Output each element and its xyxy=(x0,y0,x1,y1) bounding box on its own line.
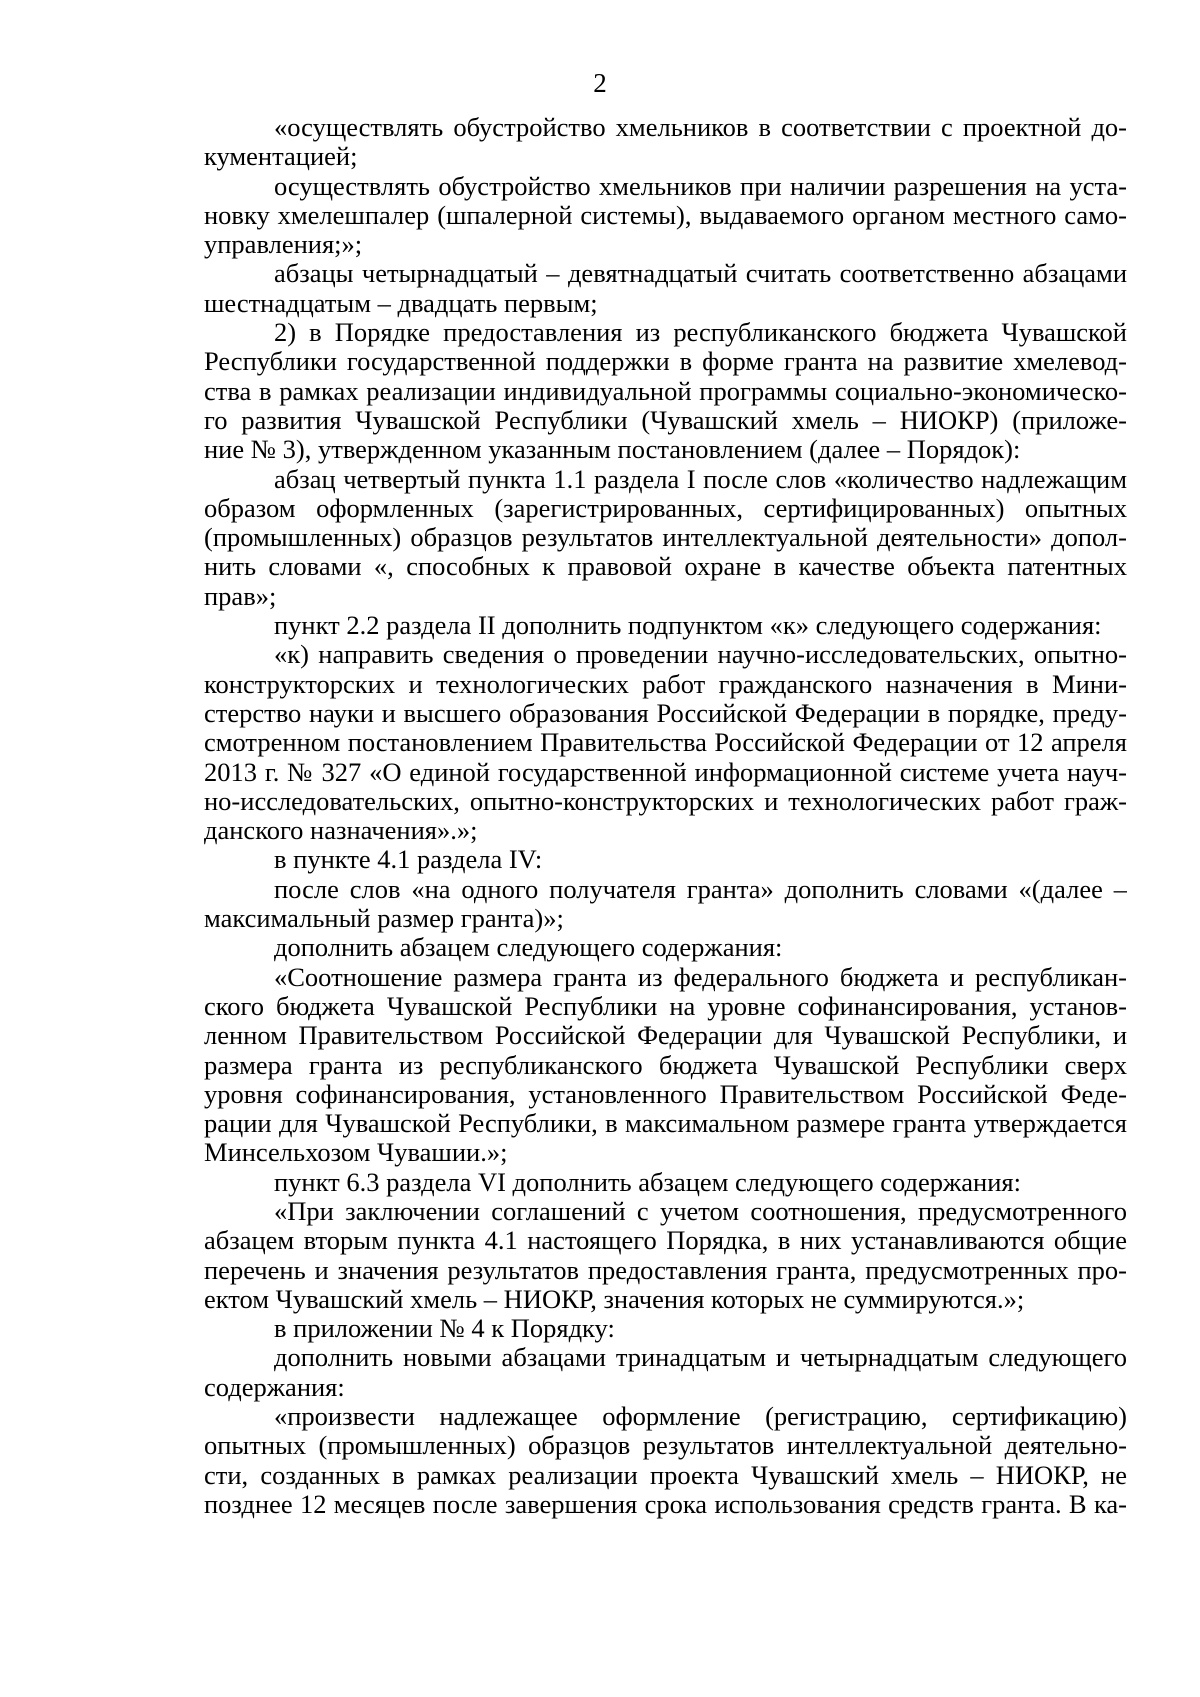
text-line: Республики государственной поддержки в форме гранта на развитие хмелевод- xyxy=(204,347,1127,377)
text-line: данского назначения».»; xyxy=(204,816,478,846)
text-line: «к) направить сведения о проведении научно-исследовательских, опытно- xyxy=(274,640,1127,670)
text-line: го развития Чувашской Республики (Чувашский хмель – НИОКР) (приложе- xyxy=(204,405,1127,435)
text-line: 2) в Порядке предоставления из республиканского бюджета Чувашской xyxy=(274,318,1127,348)
text-line: содержания: xyxy=(204,1372,345,1402)
text-line: ства в рамках реализации индивидуальной программы социально-экономическо- xyxy=(204,376,1127,406)
text-line: Минсельхозом Чувашии.»; xyxy=(204,1138,508,1168)
text-line: опытных (промышленных) образцов результатов интеллектуальной деятельно- xyxy=(204,1431,1127,1461)
text-line: дополнить новыми абзацами тринадцатым и четырнадцатым следующего xyxy=(274,1343,1127,1373)
text-line: в пункте 4.1 раздела IV: xyxy=(274,845,543,875)
text-line: 2013 г. № 327 «О единой государственной информационной системе учета науч- xyxy=(204,757,1127,787)
text-line: уровня софинансирования, установленного Правительством Российской Феде- xyxy=(204,1079,1127,1109)
text-line: пункт 6.3 раздела VI дополнить абзацем следующего содержания: xyxy=(274,1167,1021,1197)
text-line: нить словами «, способных к правовой охране в качестве объекта патентных xyxy=(204,552,1127,582)
text-line: «При заключении соглашений с учетом соотношения, предусмотренного xyxy=(274,1196,1127,1226)
text-line: позднее 12 месяцев после завершения срока использования средств гранта. В ка- xyxy=(204,1489,1127,1519)
text-line: ектом Чувашский хмель – НИОКР, значения которых не суммируются.»; xyxy=(204,1284,1025,1314)
text-line: пункт 2.2 раздела II дополнить подпунктом «к» следующего содержания: xyxy=(274,611,1102,641)
text-line: абзацы четырнадцатый – девятнадцатый считать соответственно абзацами xyxy=(274,259,1127,289)
text-line: сти, созданных в рамках реализации проекта Чувашский хмель – НИОКР, не xyxy=(204,1460,1127,1490)
text-line: после слов «на одного получателя гранта» дополнить словами «(далее – xyxy=(274,874,1127,904)
text-line: «осуществлять обустройство хмельников в соответствии с проектной до- xyxy=(274,113,1127,142)
document-body xyxy=(204,113,1127,1519)
text-line: в приложении № 4 к Порядку: xyxy=(274,1314,615,1344)
text-line: «произвести надлежащее оформление (регистрацию, сертификацию) xyxy=(274,1402,1127,1432)
text-line: ние № 3), утвержденном указанным постановлением (далее – Порядок): xyxy=(204,435,1021,465)
text-line: размера гранта из республиканского бюджета Чувашской Республики сверх xyxy=(204,1050,1127,1080)
text-line: ленном Правительством Российской Федерации для Чувашской Республики, и xyxy=(204,1021,1127,1051)
text-line: абзацем вторым пункта 4.1 настоящего Порядка, в них устанавливаются общие xyxy=(204,1226,1127,1256)
text-line: управления;»; xyxy=(204,230,363,260)
text-line: рации для Чувашской Республики, в максимальном размере гранта утверждается xyxy=(204,1109,1127,1139)
text-line: абзац четвертый пункта 1.1 раздела I после слов «количество надлежащим xyxy=(274,464,1127,494)
text-line: но-исследовательских, опытно-конструкторских и технологических работ граж- xyxy=(204,786,1127,816)
text-line: образом оформленных (зарегистрированных, сертифицированных) опытных xyxy=(204,493,1127,523)
text-line: дополнить абзацем следующего содержания: xyxy=(274,933,783,963)
text-line: максимальный размер гранта)»; xyxy=(204,904,564,934)
text-line: смотренном постановлением Правительства Российской Федерации от 12 апреля xyxy=(204,728,1127,758)
text-line: осуществлять обустройство хмельников при наличии разрешения на уста- xyxy=(274,171,1127,201)
text-line: прав»; xyxy=(204,581,277,611)
text-line: стерство науки и высшего образования Российской Федерации в порядке, преду- xyxy=(204,698,1127,728)
text-line: шестнадцатым – двадцать первым; xyxy=(204,288,598,318)
page-number: 2 xyxy=(593,68,607,98)
text-line: (промышленных) образцов результатов интеллектуальной деятельности» допол- xyxy=(204,523,1127,553)
text-line: новку хмелешпалер (шпалерной системы), выдаваемого органом местного само- xyxy=(204,200,1127,230)
text-line: перечень и значения результатов предоставления гранта, предусмотренных про- xyxy=(204,1255,1127,1285)
text-line: «Соотношение размера гранта из федерального бюджета и республикан- xyxy=(274,962,1127,992)
text-line: ского бюджета Чувашской Республики на уровне софинансирования, установ- xyxy=(204,991,1127,1021)
text-line: конструкторских и технологических работ гражданского назначения в Мини- xyxy=(204,669,1127,699)
text-line: кументацией; xyxy=(204,142,358,172)
